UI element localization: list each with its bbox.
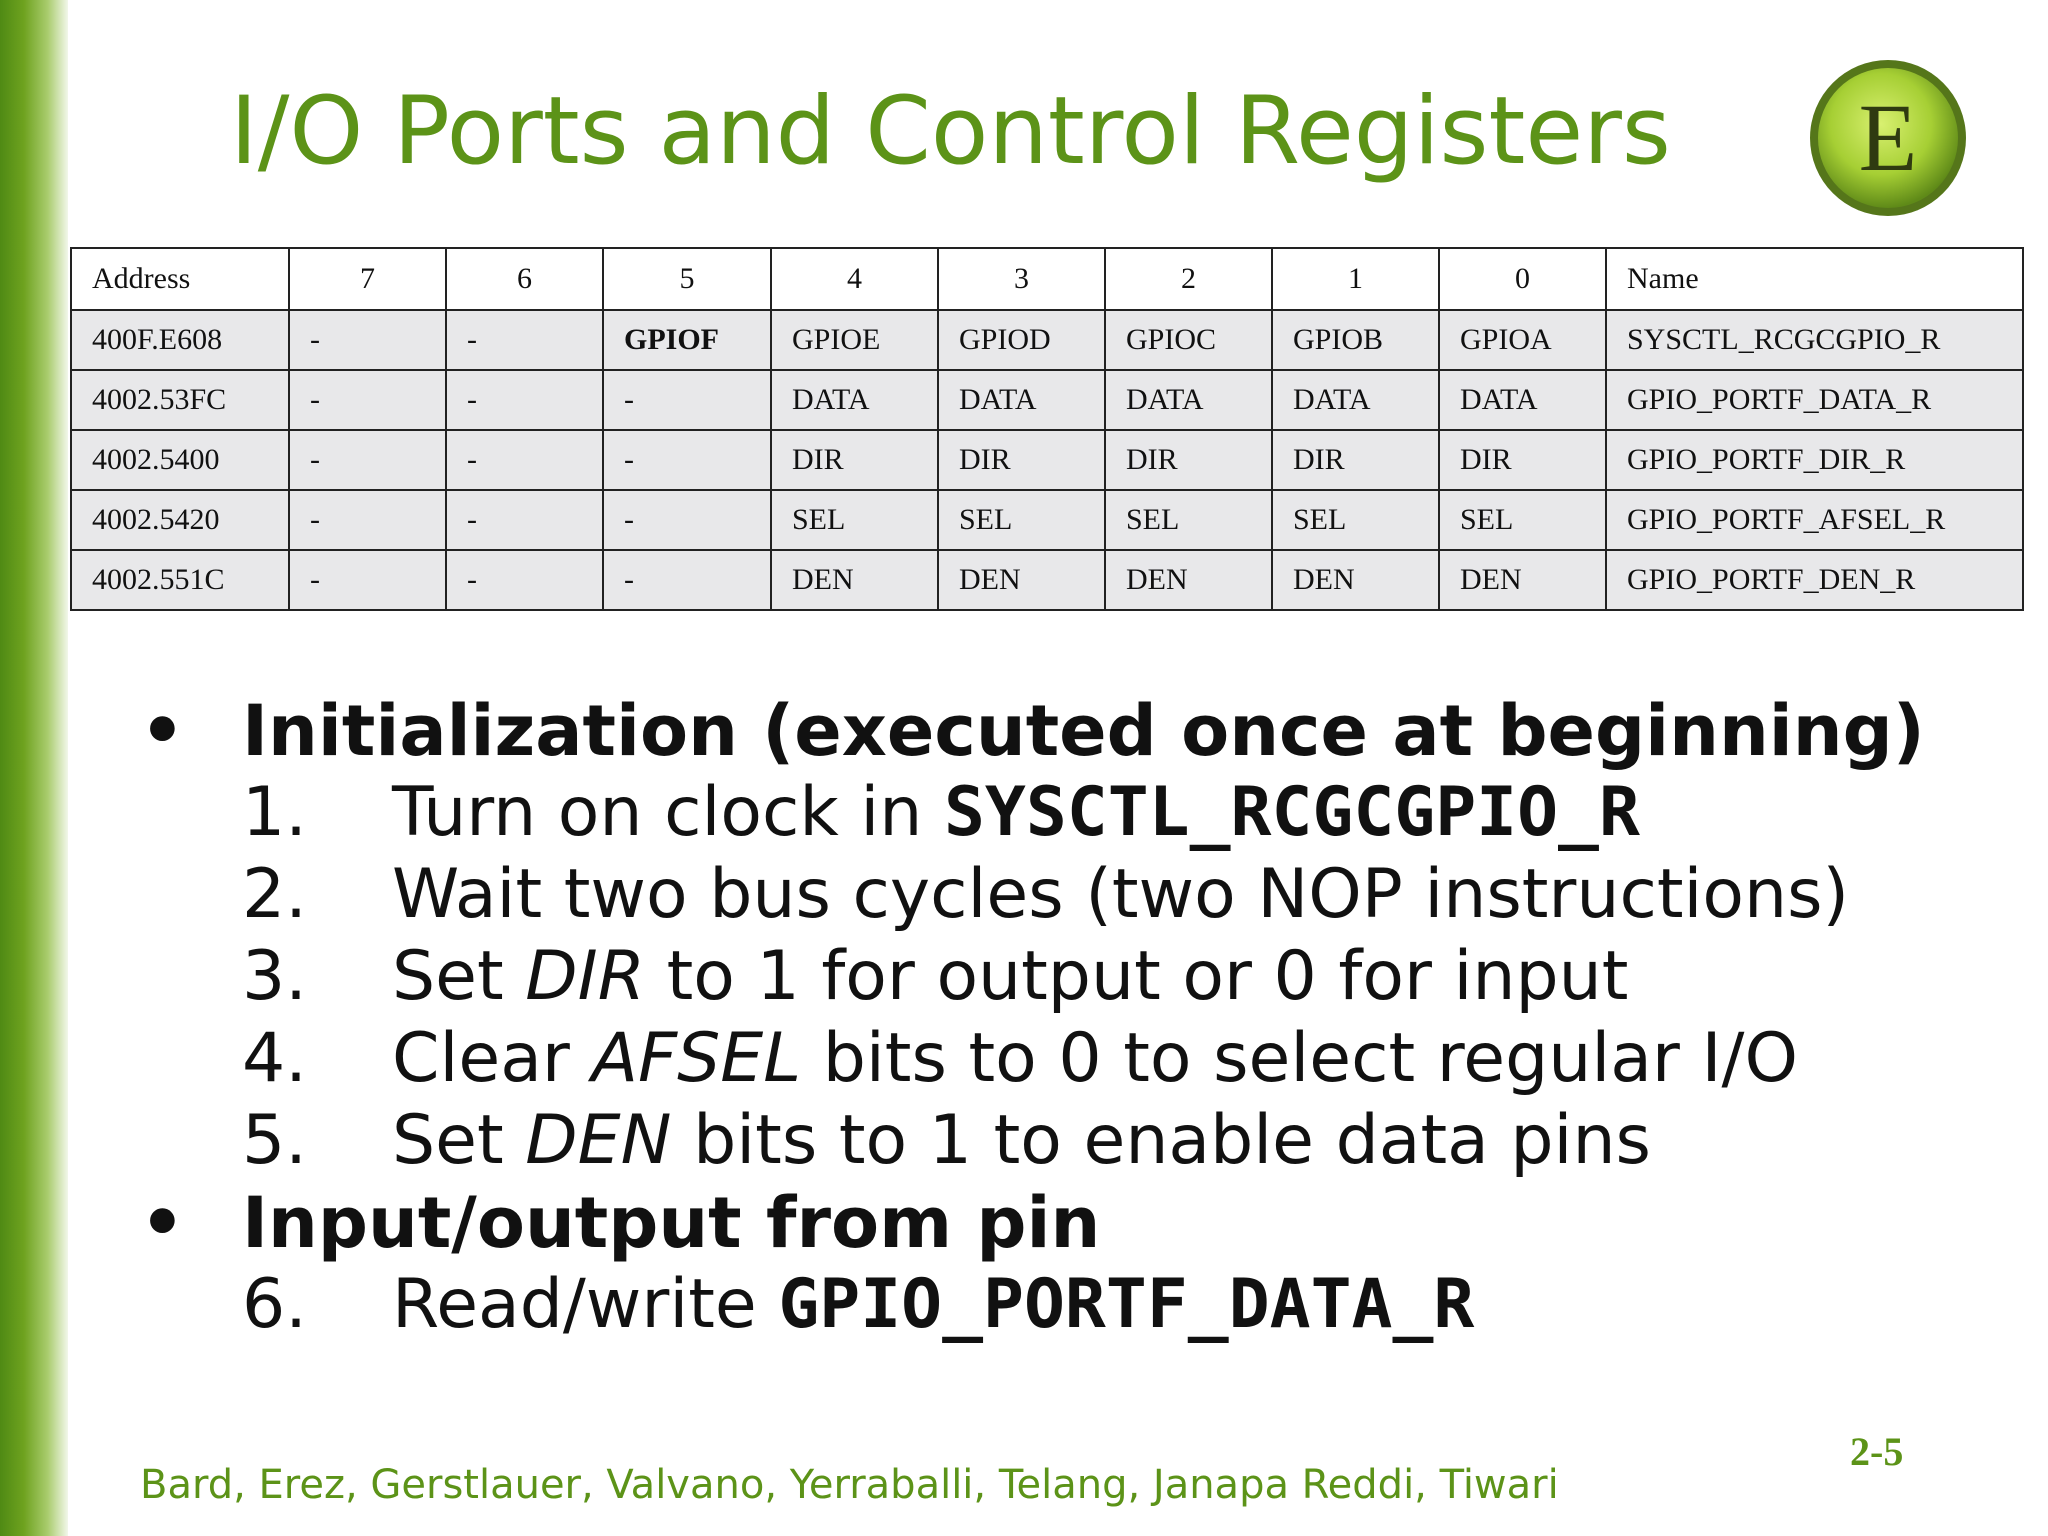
table-cell-name: GPIO_PORTF_DATA_R	[1606, 370, 2023, 430]
step-emphasis: DEN	[525, 1101, 672, 1180]
table-cell: DEN	[1105, 550, 1272, 610]
step-emphasis: AFSEL	[591, 1019, 802, 1098]
step-6	[140, 1264, 1990, 1346]
table-cell: -	[446, 370, 603, 430]
header-bit-0: 0	[1439, 248, 1606, 310]
footer-authors: Bard, Erez, Gerstlauer, Valvano, Yerraballi, Telang, Janapa Reddi, Tiwari	[140, 1462, 1559, 1508]
step-emphasis: DIR	[525, 937, 645, 1016]
code-register: SYSCTL_RCGCGPIO_R	[943, 773, 1640, 852]
step-number: 5.	[242, 1101, 307, 1180]
table-cell: DEN	[1272, 550, 1439, 610]
step-number: 4.	[242, 1019, 307, 1098]
table-row	[71, 550, 2023, 610]
table-cell: -	[446, 310, 603, 370]
table-cell: GPIOB	[1272, 310, 1439, 370]
table-cell: DIR	[1272, 430, 1439, 490]
table-cell: DIR	[771, 430, 938, 490]
code-register: GPIO_PORTF_DATA_R	[778, 1265, 1475, 1344]
table-cell: -	[289, 430, 446, 490]
page-number: 2-5	[1850, 1429, 1904, 1474]
table-cell: DATA	[1272, 370, 1439, 430]
step-number: 2.	[242, 855, 307, 934]
table-cell: -	[289, 370, 446, 430]
table-row	[71, 490, 2023, 550]
table-row	[71, 310, 2023, 370]
table-cell: SEL	[938, 490, 1105, 550]
table-cell: -	[603, 550, 771, 610]
step-text: to 1 for output or 0 for input	[644, 937, 1629, 1016]
logo-letter: E	[1858, 84, 1918, 191]
register-table	[70, 247, 2024, 611]
header-bit-2: 2	[1105, 248, 1272, 310]
table-cell-name: GPIO_PORTF_AFSEL_R	[1606, 490, 2023, 550]
step-5	[140, 1100, 1990, 1182]
table-cell: -	[603, 430, 771, 490]
step-text: Wait two bus cycles (two NOP instructions)	[392, 855, 1850, 934]
e-book-logo-icon	[1808, 58, 1968, 218]
table-cell: DIR	[1105, 430, 1272, 490]
bullet-marker: •	[140, 690, 185, 772]
table-cell: SEL	[771, 490, 938, 550]
table-cell: DATA	[771, 370, 938, 430]
step-text: bits to 0 to select regular I/O	[801, 1019, 1798, 1098]
step-text: Clear	[392, 1019, 592, 1098]
step-number: 1.	[242, 773, 307, 852]
table-cell-address: 4002.53FC	[71, 370, 289, 430]
table-cell: -	[289, 550, 446, 610]
bullet-input-output	[140, 1182, 1990, 1264]
left-accent-bar	[0, 0, 68, 1536]
step-1	[140, 772, 1990, 854]
table-cell: DATA	[1439, 370, 1606, 430]
table-cell: -	[446, 490, 603, 550]
table-cell: GPIOD	[938, 310, 1105, 370]
table-cell: -	[446, 430, 603, 490]
table-cell-name: SYSCTL_RCGCGPIO_R	[1606, 310, 2023, 370]
table-cell: DEN	[1439, 550, 1606, 610]
step-3	[140, 936, 1990, 1018]
header-address: Address	[71, 248, 289, 310]
table-cell: DATA	[1105, 370, 1272, 430]
table-cell-address: 4002.551C	[71, 550, 289, 610]
slide-title: I/O Ports and Control Registers	[230, 77, 1671, 186]
header-bit-7: 7	[289, 248, 446, 310]
header-name: Name	[1606, 248, 2023, 310]
step-text: Turn on clock in	[392, 773, 944, 852]
table-cell: GPIOA	[1439, 310, 1606, 370]
table-cell: -	[289, 490, 446, 550]
table-cell-highlighted: GPIOF	[603, 310, 771, 370]
bullet-text: Initialization (executed once at beginning)	[242, 690, 1925, 772]
bullet-marker: •	[140, 1182, 185, 1264]
bullet-initialization	[140, 690, 1990, 772]
table-cell: SEL	[1272, 490, 1439, 550]
step-4	[140, 1018, 1990, 1100]
table-cell: GPIOE	[771, 310, 938, 370]
step-text: Set	[392, 937, 526, 1016]
step-2	[140, 854, 1990, 936]
table-cell: DATA	[938, 370, 1105, 430]
table-cell: DIR	[1439, 430, 1606, 490]
table-cell: DIR	[938, 430, 1105, 490]
table-row	[71, 430, 2023, 490]
step-text: Set	[392, 1101, 526, 1180]
table-header-row	[71, 248, 2023, 310]
table-cell: DEN	[938, 550, 1105, 610]
table-cell: GPIOC	[1105, 310, 1272, 370]
header-bit-6: 6	[446, 248, 603, 310]
table-cell: -	[446, 550, 603, 610]
table-cell-address: 4002.5400	[71, 430, 289, 490]
step-text: Read/write	[392, 1265, 779, 1344]
header-bit-5: 5	[603, 248, 771, 310]
bullet-text: Input/output from pin	[242, 1182, 1101, 1264]
step-text: bits to 1 to enable data pins	[671, 1101, 1651, 1180]
table-cell-address: 400F.E608	[71, 310, 289, 370]
table-cell-address: 4002.5420	[71, 490, 289, 550]
table-cell-name: GPIO_PORTF_DEN_R	[1606, 550, 2023, 610]
table-cell: SEL	[1105, 490, 1272, 550]
header-bit-4: 4	[771, 248, 938, 310]
table-cell: SEL	[1439, 490, 1606, 550]
table-cell: -	[603, 370, 771, 430]
table-cell: -	[289, 310, 446, 370]
table-row	[71, 370, 2023, 430]
table-cell: -	[603, 490, 771, 550]
step-number: 3.	[242, 937, 307, 1016]
header-bit-3: 3	[938, 248, 1105, 310]
table-cell: DEN	[771, 550, 938, 610]
header-bit-1: 1	[1272, 248, 1439, 310]
bullet-list	[140, 690, 1990, 1346]
step-number: 6.	[242, 1265, 307, 1344]
table-cell-name: GPIO_PORTF_DIR_R	[1606, 430, 2023, 490]
